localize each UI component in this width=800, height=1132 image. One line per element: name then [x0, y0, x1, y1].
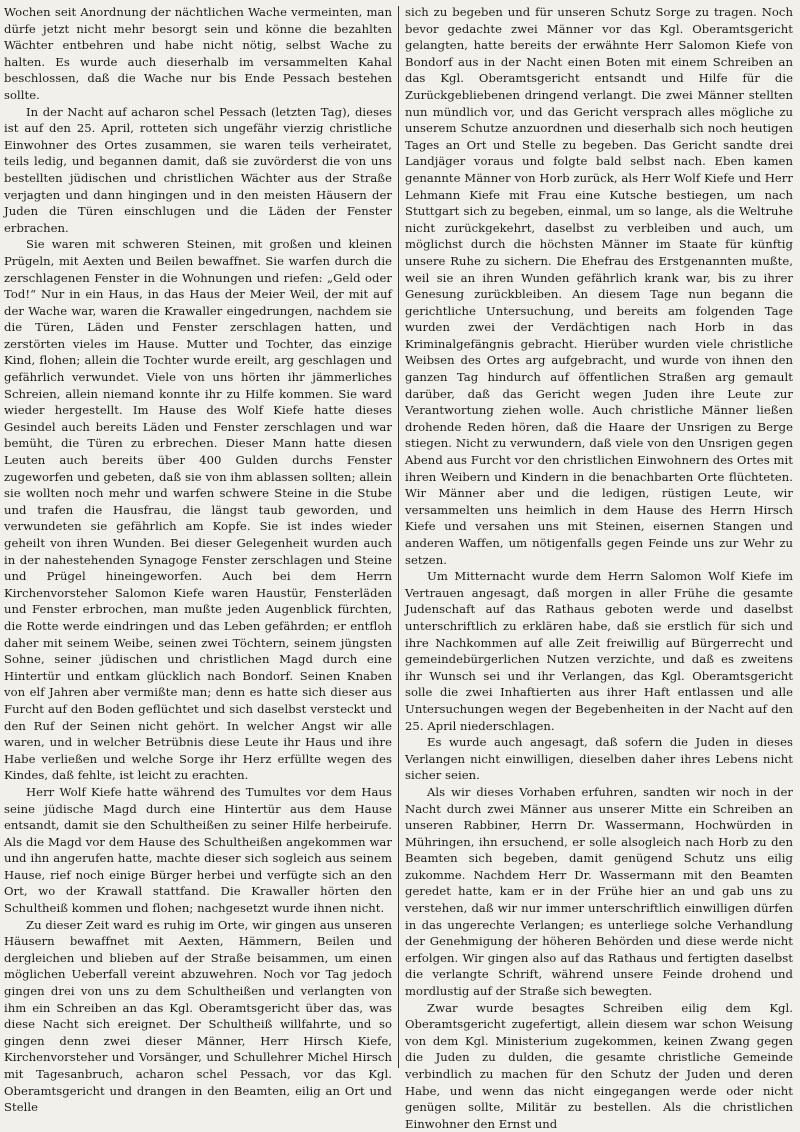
- left-column: [4, 4, 398, 1115]
- paragraph: Zu dieser Zeit ward es ruhig im Orte, wir gingen aus unseren Häusern bewaffnet mit Aexten, Hämmern, Beilen und dergleichen und blieben auf der Straße beisammen, um einen möglichen Ueberfall vereint abzuwehren. Noch vor Tag jedoch gingen drei von uns zu dem Schultheißen und verlangten von ihm ein Schreiben an das Kgl. Oberamtsgericht über das, was diese Nacht sich ereignet. Der Schultheiß willfahrte, und so gingen denn zwei dieser Männer, Herr Hirsch Kiefe, Kirchenvorsteher und Vorsänger, und Schullehrer Michel Hirsch mit Tagesanbruch, acharon schel Pessach, vor das Kgl. Oberamtsgericht und drangen in den Beamten, eilig an Ort und Stelle: [4, 917, 392, 1115]
- paragraph: Als wir dieses Vorhaben erfuhren, sandten wir noch in der Nacht durch zwei Männer aus unserer Mitte ein Schreiben an unseren Rabbiner, Herrn Dr. Wassermann, Hochwürden in Mühringen, ihn ersuchend, er solle alsogleich nach Horb zu den Beamten sich begeben, damit genügend Schutz uns eilig zukomme. Nachdem Herr Dr. Wassermann mit den Beamten geredet hatte, kam er in der Frühe hier an und gab uns zu verstehen, daß wir nur immer unterschriftlich einwilligen dürfen in das ungerechte Verlangen; es unterliege solche Verhandlung der Genehmigung der höheren Behörden und diese werde nicht erfolgen. Wir gingen also auf das Rathaus und fertigten daselbst die verlangte Schrift, während unsere Feinde drohend und mordlustig auf der Straße sich bewegten.: [405, 784, 793, 999]
- paragraph: Zwar wurde besagtes Schreiben eilig dem Kgl. Oberamtsgericht zugefertigt, allein diesem war schon Weisung von dem Kgl. Ministerium zugekommen, keinen Zwang gegen die Juden zu dulden, die gesamte christliche Gemeinde verbindlich zu machen für den Schutz der Juden und deren Habe, und wenn das nicht eingegangen werde oder nicht genügen sollte, Militär zu bestellen. Als die christlichen Einwohner den Ernst und: [405, 1000, 793, 1131]
- paragraph: In der Nacht auf acharon schel Pessach (letzten Tag), dieses ist auf den 25. April, rotteten sich ungefähr vierzig christliche Einwohner des Ortes zusammen, sie waren teils verheiratet, teils ledig, und begannen damit, daß sie zuvörderst die von uns bestellten jüdischen und christlichen Wächter aus der Straße verjagten und dann hingingen und in den meisten Häusern der Juden die Türen einschlugen und die Läden der Fenster erbrachen.: [4, 104, 392, 235]
- paragraph: Wochen seit Anordnung der nächtlichen Wache vermeinten, man dürfe jetzt nicht mehr besorgt sein und könne die bezahlten Wächter entbehren und habe nicht nötig, selbst Wache zu halten. Es wurde auch dieserhalb im versammelten Kahal beschlossen, daß die Wache nur bis Ende Pessach bestehen sollte.: [4, 5, 392, 102]
- paragraph: sich zu begeben und für unseren Schutz Sorge zu tragen. Noch bevor gedachte zwei Männer vor das Kgl. Oberamtsgericht gelangten, hatte bereits der erwähnte Herr Salomon Kiefe von Bondorf aus in der Nacht einen Boten mit einem Schreiben an das Kgl. Oberamtsgericht entsandt und Hilfe für die Zurückgebliebenen dringend verlangt. Die zwei Männer stellten nun mündlich vor, und das Gericht versprach alles mögliche zu unserem Schutze anzuordnen und dieserhalb sich noch heutigen Tages an Ort und Stelle zu begeben. Das Gericht sandte drei Landjäger voraus und folgte bald selbst nach. Eben kamen genannte Männer von Horb zurück, als Herr Wolf Kiefe und Herr Lehmann Kiefe mit Frau eine Kutsche bestiegen, um nach Stuttgart sich zu begeben, einmal, um so lange, als die Weltruhe nicht zurückgekehrt, daselbst zu verbleiben und auch, um möglichst durch die höchsten Männer im Staate für künftig unsere Ruhe zu sichern. Die Ehefrau des Erstgenannten mußte, weil sie an ihren Wunden gefährlich krank war, bis zu ihrer Genesung zurückbleiben. An diesem Tage nun begann die gerichtliche Untersuchung, und bereits am folgenden Tage wurden zwei der Verdächtigen nach Horb in das Kriminalgefängnis gebracht. Hierüber wurden viele christliche Weibsen des Ortes arg aufgebracht, und wurde von ihnen den ganzen Tag hindurch auf öffentlichen Straßen arg gemault darüber, daß das Gericht wegen Juden ihre Leute zur Verantwortung ziehen wolle. Auch christliche Männer ließen drohende Reden hören, daß die Haare der Unsrigen zu Berge stiegen. Nicht zu verwundern, daß viele von den Unsrigen gegen Abend aus Furcht vor den christlichen Einwohnern des Ortes mit ihren Weibern und Kindern in die benachbarten Orte flüchteten. Wir Männer aber und die ledigen, rüstigen Leute, wir versammelten uns heimlich in dem Hause des Herrn Hirsch Kiefe und versahen uns mit Steinen, eisernen Stangen und anderen Waffen, um nötigenfalls gegen Feinde uns zur Wehr zu setzen.: [405, 5, 793, 567]
- paragraph: Es wurde auch angesagt, daß sofern die Juden in dieses Verlangen nicht einwilligen, dieselben daher ihres Lebens nicht sicher seien.: [405, 735, 793, 783]
- right-column: [399, 4, 793, 1131]
- paragraph: Sie waren mit schweren Steinen, mit großen und kleinen Prügeln, mit Aexten und Beilen bewaffnet. Sie warfen durch die zerschlagenen Fenster in die Wohnungen und riefen: „Geld oder Tod!“ Nur in ein Haus, in das Haus der Meier Weil, der mit auf der Wache war, waren die Krawaller eingedrungen, nachdem sie die Türen, Läden und Fenster zerschlagen hatten, und zerstörten vieles im Hause. Mutter und Tochter, das einzige Kind, flohen; allein die Tochter wurde ereilt, arg geschlagen und gefährlich verwundet. Viele von uns hörten ihr jämmerliches Schreien, allein niemand konnte ihr zu Hilfe kommen. Sie ward wieder hergestellt. Im Hause des Wolf Kiefe hatte dieses Gesindel auch bereits Läden und Fenster zerschlagen und war bemüht, die Türen zu erbrechen. Dieser Mann hatte diesen Leuten auch bereits über 400 Gulden durchs Fenster zugeworfen und gebeten, daß sie von ihm ablassen sollten; allein sie wollten noch mehr und warfen schwere Steine in die Stube und trafen die Hausfrau, die längst taub geworden, und verwundeten sie gefährlich am Kopfe. Sie ist indes wieder geheilt von ihren Wunden. Bei dieser Gelegenheit wurden auch in der nahestehenden Synagoge Fenster zerschlagen und Steine und Prügel hineingeworfen. Auch bei dem Herrn Kirchenvorsteher Salomon Kiefe waren Haustür, Fensterläden und Fenster erbrochen, man mußte jeden Augenblick fürchten, die Rotte werde eindringen und das Leben gefährden; er entfloh daher mit seinem Weibe, seinen zwei Töchtern, seinem jüngsten Sohne, seiner jüdischen und christlichen Magd durch eine Hintertür und entkam glücklich nach Bondorf. Seinen Knaben von elf Jahren aber vermißte man; denn es hatte sich dieser aus Furcht auf den Boden geflüchtet und sich daselbst versteckt und den Ruf der Seinen nicht gehört. In welcher Angst wir alle waren, und in welcher Betrübnis diese Leute ihr Haus und ihre Habe verließen und welche Sorge ihr Herz erfüllte wegen des Kindes, daß fehlte, ist leicht zu erachten.: [4, 237, 392, 783]
- paragraph: Um Mitternacht wurde dem Herrn Salomon Wolf Kiefe im Vertrauen angesagt, daß morgen in aller Frühe die gesamte Judenschaft auf das Rathaus geboten werde und daselbst unterschriftlich zu erklären habe, daß sie erstlich für sich und ihre Nachkommen auf alle Zeit freiwillig auf Bürgerrecht und gemeindebürgerlichen Nutzen verzichte, und daß es zweitens ihr Wunsch sei und ihr Verlangen, das Kgl. Oberamtsgericht solle die zwei Inhaftierten aus ihrer Haft entlassen und alle Untersuchungen wegen der Begebenheiten in der Nacht auf den 25. April niederschlagen.: [405, 569, 793, 733]
- paragraph: Herr Wolf Kiefe hatte während des Tumultes vor dem Haus seine jüdische Magd durch eine Hintertür aus dem Hause entsandt, damit sie den Schultheißen zu seiner Hilfe herbeirufe. Als die Magd vor dem Hause des Schultheißen angekommen war und ihn angerufen hatte, machte dieser sich sogleich aus seinem Hause, rief noch einige Bürger herbei und verfügte sich an den Ort, wo der Krawall stattfand. Die Krawaller hörten den Schultheiß kommen und flohen; nachgesetzt wurde ihnen nicht.: [4, 784, 392, 916]
